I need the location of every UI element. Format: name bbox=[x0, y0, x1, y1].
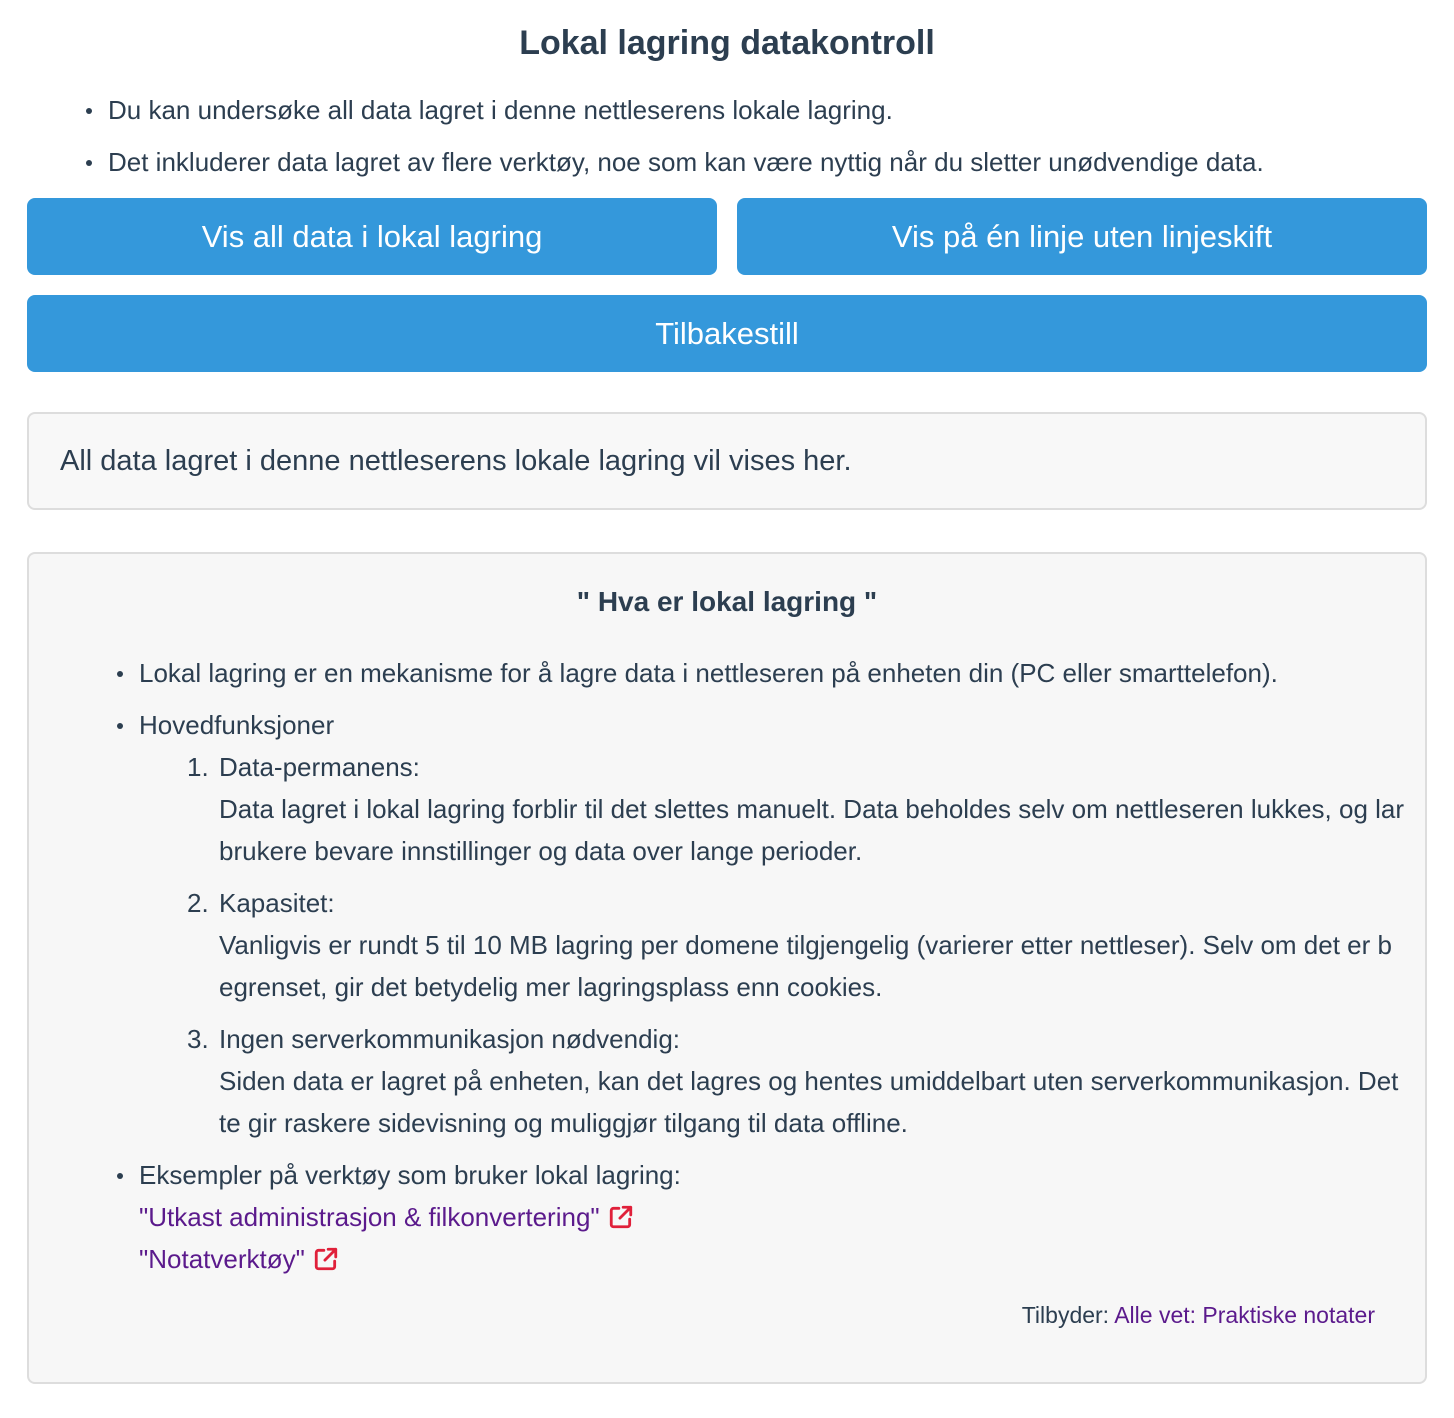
intro-item: Du kan undersøke all data lagret i denne nettleserens lokale lagring. bbox=[108, 94, 1427, 126]
feature-title: Ingen serverkommunikasjon nødvendig: bbox=[219, 1024, 681, 1054]
draft-management-link-label: "Utkast administrasjon & filkonvertering" bbox=[139, 1202, 600, 1232]
features-list bbox=[139, 746, 1405, 1144]
examples-item bbox=[139, 1154, 1405, 1280]
intro-list bbox=[27, 94, 1427, 178]
note-tool-link-label: "Notatverktøy" bbox=[139, 1244, 305, 1274]
feature-number: 3. bbox=[187, 1024, 209, 1054]
output-area bbox=[27, 412, 1427, 510]
draft-management-link[interactable] bbox=[139, 1196, 634, 1238]
feature-item bbox=[139, 1018, 1405, 1144]
provider-link[interactable]: Alle vet: Praktiske notater bbox=[1114, 1302, 1375, 1328]
info-title: " Hva er lokal lagring " bbox=[576, 586, 878, 617]
feature-description: Data lagret i lokal lagring forblir til det slettes manuelt. Data beholdes selv om nettleseren lukkes, og lar brukere bevare innstillinger og data over lange perioder. bbox=[219, 794, 1405, 866]
show-all-data-button[interactable]: Vis all data i lokal lagring bbox=[27, 198, 717, 275]
feature-item bbox=[139, 882, 1405, 1008]
definition-item: Lokal lagring er en mekanisme for å lagre data i nettleseren på enheten din (PC eller smarttelefon). bbox=[139, 652, 1405, 694]
external-link-icon bbox=[313, 1246, 339, 1272]
feature-title: Kapasitet: bbox=[219, 888, 335, 918]
examples-heading: Eksempler på verktøy som bruker lokal lagring: bbox=[139, 1160, 681, 1190]
feature-number: 2. bbox=[187, 888, 209, 918]
intro-item: Det inkluderer data lagret av flere verktøy, noe som kan være nyttig når du sletter unødvendige data. bbox=[108, 146, 1427, 178]
reset-button[interactable]: Tilbakestill bbox=[27, 295, 1427, 372]
show-single-line-button[interactable]: Vis på én linje uten linjeskift bbox=[737, 198, 1427, 275]
page-title: Lokal lagring datakontroll bbox=[519, 24, 935, 62]
info-list bbox=[139, 652, 1405, 1290]
provider-credit bbox=[1022, 1300, 1375, 1330]
output-placeholder: All data lagret i denne nettleserens lokale lagring vil vises her. bbox=[60, 444, 852, 477]
features-item bbox=[139, 704, 1405, 1144]
feature-description: Vanligvis er rundt 5 til 10 MB lagring per domene tilgjengelig (varierer etter nettleser). Selv om det er begrenset, gir det betydelig mer lagringsplass enn cookies. bbox=[219, 930, 1392, 1002]
note-tool-link[interactable] bbox=[139, 1238, 339, 1280]
features-heading: Hovedfunksjoner bbox=[139, 710, 335, 740]
page bbox=[27, 0, 1427, 1384]
feature-title: Data-permanens: bbox=[219, 752, 420, 782]
feature-item bbox=[139, 746, 1405, 872]
provider-label: Tilbyder: bbox=[1021, 1302, 1115, 1328]
external-link-icon bbox=[608, 1204, 634, 1230]
feature-description: Siden data er lagret på enheten, kan det lagres og hentes umiddelbart uten serverkommunikasjon. Dette gir raskere sidevisning og muliggjør tilgang til data offline. bbox=[219, 1066, 1399, 1138]
feature-number: 1. bbox=[187, 752, 209, 782]
button-row bbox=[27, 198, 1427, 275]
info-box bbox=[27, 552, 1427, 1384]
